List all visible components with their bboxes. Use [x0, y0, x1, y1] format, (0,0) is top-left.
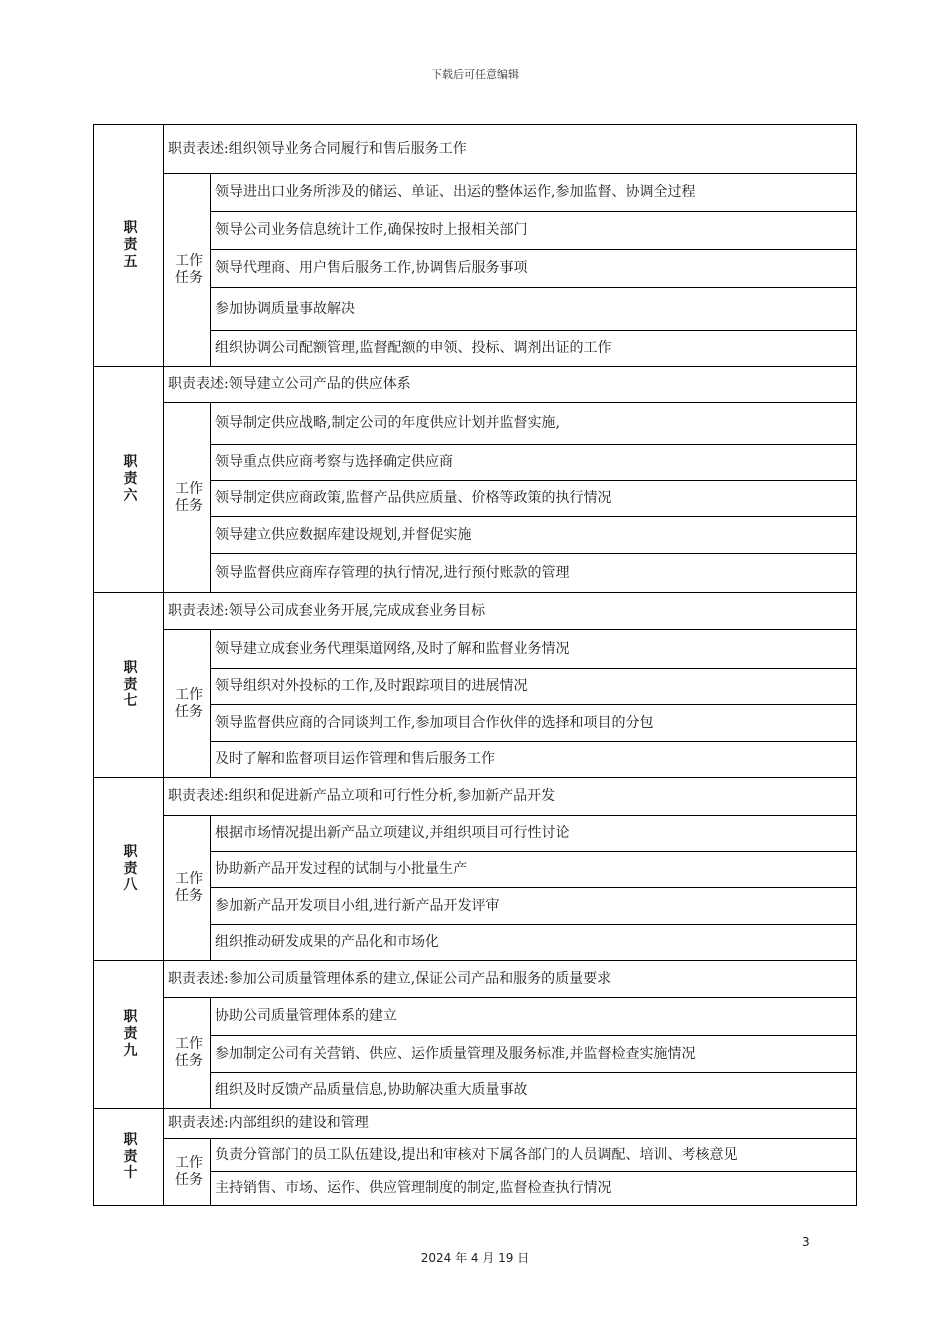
task-label: 工作 任务 [164, 174, 211, 367]
task-item: 参加协调质量事故解决 [211, 288, 857, 331]
task-label: 工作 任务 [164, 998, 211, 1109]
task-item: 协助公司质量管理体系的建立 [211, 998, 857, 1036]
duty-title: 职 责 六 [94, 367, 164, 593]
task-item: 根据市场情况提出新产品立项建议,并组织项目可行性讨论 [211, 816, 857, 852]
task-item: 领导公司业务信息统计工作,确保按时上报相关部门 [211, 212, 857, 250]
duty-description-row [94, 778, 857, 816]
task-item: 组织协调公司配额管理,监督配额的申领、投标、调剂出证的工作 [211, 331, 857, 367]
duty-table [93, 124, 857, 1206]
task-item: 领导监督供应商库存管理的执行情况,进行预付账款的管理 [211, 554, 857, 593]
task-item: 参加新产品开发项目小组,进行新产品开发评审 [211, 888, 857, 925]
duty-title: 职 责 七 [94, 593, 164, 778]
task-row [94, 1139, 857, 1172]
task-label: 工作 任务 [164, 1139, 211, 1206]
task-row [94, 403, 857, 445]
task-item: 领导制定供应战略,制定公司的年度供应计划并监督实施, [211, 403, 857, 445]
duty-description-row [94, 593, 857, 630]
duty-title: 职 责 九 [94, 961, 164, 1109]
task-row [94, 816, 857, 852]
task-item: 领导建立成套业务代理渠道网络,及时了解和监督业务情况 [211, 630, 857, 669]
task-item: 领导组织对外投标的工作,及时跟踪项目的进展情况 [211, 669, 857, 705]
duty-title: 职 责 八 [94, 778, 164, 961]
task-item: 及时了解和监督项目运作管理和售后服务工作 [211, 742, 857, 778]
task-item: 参加制定公司有关营销、供应、运作质量管理及服务标准,并监督检查实施情况 [211, 1036, 857, 1073]
task-item: 领导进出口业务所涉及的储运、单证、出运的整体运作,参加监督、协调全过程 [211, 174, 857, 212]
duty-description: 职责表述:参加公司质量管理体系的建立,保证公司产品和服务的质量要求 [164, 961, 857, 998]
duty-title: 职 责 五 [94, 125, 164, 367]
task-item: 主持销售、市场、运作、供应管理制度的制定,监督检查执行情况 [211, 1172, 857, 1206]
page-number: 3 [802, 1235, 810, 1249]
duty-description-row [94, 961, 857, 998]
page-header: 下载后可任意编辑 [431, 68, 519, 81]
duty-description-row [94, 367, 857, 403]
task-item: 领导建立供应数据库建设规划,并督促实施 [211, 517, 857, 554]
duty-description: 职责表述:领导建立公司产品的供应体系 [164, 367, 857, 403]
duty-title: 职 责 十 [94, 1109, 164, 1206]
task-label: 工作 任务 [164, 816, 211, 961]
duty-description: 职责表述:组织和促进新产品立项和可行性分析,参加新产品开发 [164, 778, 857, 816]
task-row [94, 630, 857, 669]
task-item: 领导重点供应商考察与选择确定供应商 [211, 445, 857, 481]
task-label: 工作 任务 [164, 630, 211, 778]
task-label: 工作 任务 [164, 403, 211, 593]
task-row [94, 174, 857, 212]
duty-description-row [94, 125, 857, 174]
task-item: 组织及时反馈产品质量信息,协助解决重大质量事故 [211, 1073, 857, 1109]
task-item: 组织推动研发成果的产品化和市场化 [211, 925, 857, 961]
task-item: 负责分管部门的员工队伍建设,提出和审核对下属各部门的人员调配、培训、考核意见 [211, 1139, 857, 1172]
duty-table-container [93, 124, 857, 1206]
duty-description: 职责表述:内部组织的建设和管理 [164, 1109, 857, 1139]
task-item: 领导制定供应商政策,监督产品供应质量、价格等政策的执行情况 [211, 481, 857, 517]
task-item: 协助新产品开发过程的试制与小批量生产 [211, 852, 857, 888]
task-row [94, 998, 857, 1036]
page-date: 2024 年 4 月 19 日 [420, 1251, 530, 1265]
task-item: 领导代理商、用户售后服务工作,协调售后服务事项 [211, 250, 857, 288]
task-item: 领导监督供应商的合同谈判工作,参加项目合作伙伴的选择和项目的分包 [211, 705, 857, 742]
duty-description: 职责表述:领导公司成套业务开展,完成成套业务目标 [164, 593, 857, 630]
duty-description: 职责表述:组织领导业务合同履行和售后服务工作 [164, 125, 857, 174]
duty-description-row [94, 1109, 857, 1139]
